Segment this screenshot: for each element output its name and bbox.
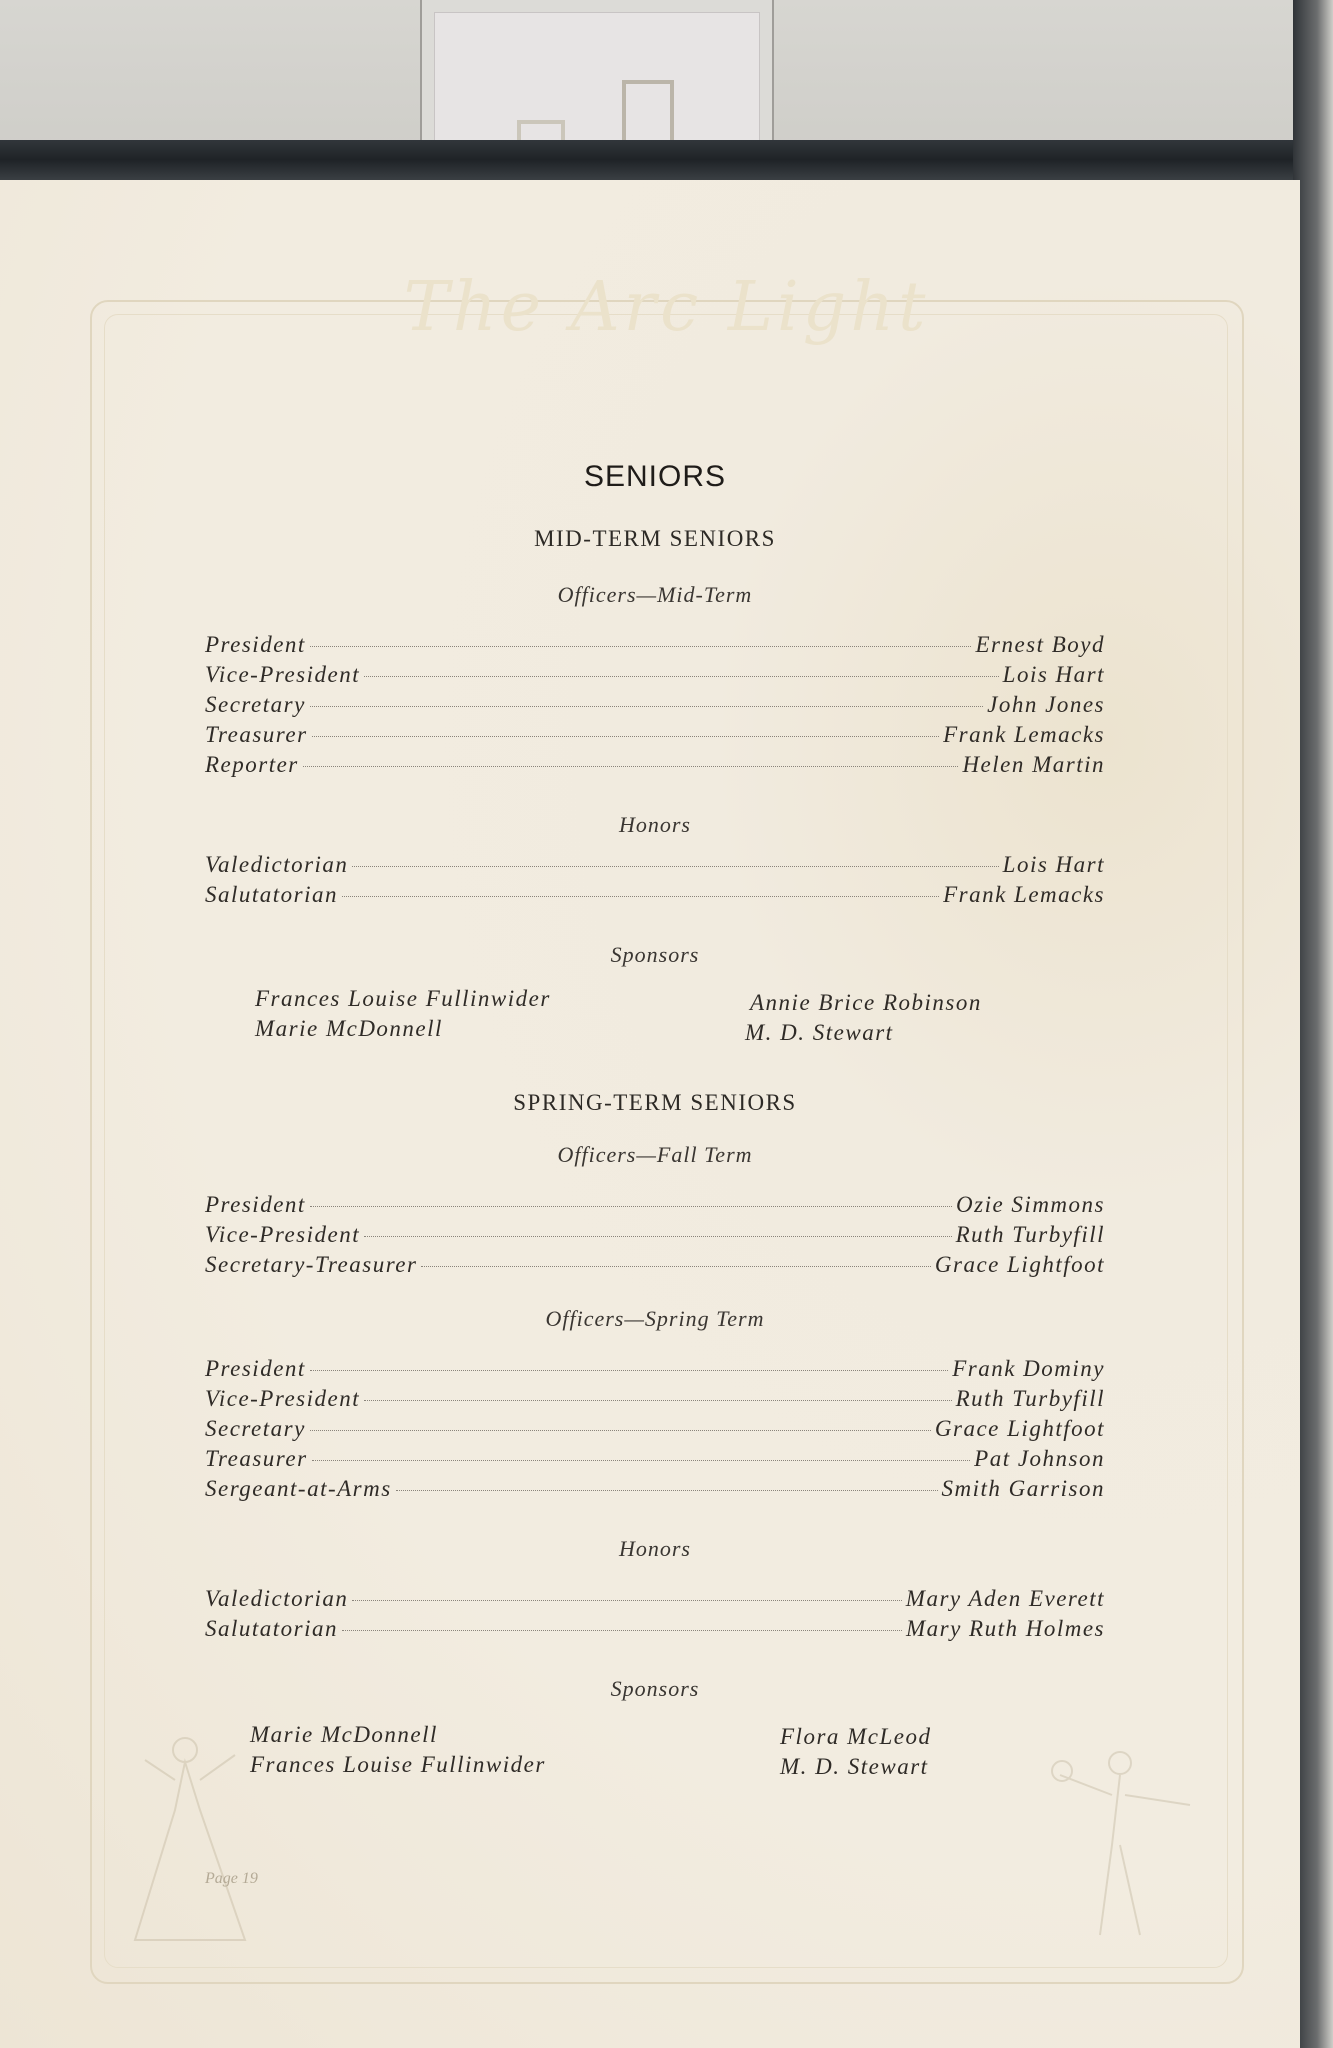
spring-term-heading: SPRING-TERM SENIORS: [513, 1090, 797, 1115]
sponsor-name: Flora McLeod: [780, 1724, 932, 1749]
officer-role: Vice-President: [205, 662, 361, 687]
book-cover-tab: [420, 0, 774, 150]
officer-role: Secretary: [205, 692, 306, 717]
officer-name: Lois Hart: [1002, 662, 1105, 687]
masthead-watermark: The Arc Light: [403, 268, 930, 347]
honor-name: Mary Ruth Holmes: [905, 1616, 1105, 1641]
officer-name: Smith Garrison: [941, 1476, 1105, 1501]
officer-row: [205, 662, 1105, 692]
officer-name: Helen Martin: [962, 752, 1105, 777]
officer-name: Ruth Turbyfill: [955, 1386, 1105, 1411]
film-reel-emblem: [622, 80, 674, 148]
leader-dots: [310, 1205, 952, 1207]
officer-name: Pat Johnson: [974, 1446, 1105, 1471]
honor-role: Valedictorian: [205, 1586, 349, 1611]
officer-name: Grace Lightfoot: [934, 1416, 1105, 1441]
mid-term-heading: MID-TERM SENIORS: [534, 526, 776, 551]
sponsor-name: Marie McDonnell: [250, 1722, 438, 1747]
sponsor-name: M. D. Stewart: [745, 1020, 894, 1045]
leader-dots: [396, 1489, 938, 1491]
leader-dots: [310, 1429, 931, 1431]
leader-dots: [310, 705, 983, 707]
honor-name: Frank Lemacks: [943, 882, 1105, 907]
honor-row: [205, 852, 1105, 882]
spring-sponsors-heading: Sponsors: [610, 1676, 700, 1701]
officer-name: Ruth Turbyfill: [955, 1222, 1105, 1247]
officer-role: Treasurer: [205, 722, 308, 747]
spring-officers-heading: Officers—Spring Term: [545, 1306, 765, 1331]
officer-row: [205, 1192, 1105, 1222]
sponsor-name: Marie McDonnell: [255, 1016, 443, 1041]
mid-term-sponsors-heading: Sponsors: [610, 942, 700, 967]
sponsor-name: Frances Louise Fullinwider: [255, 986, 551, 1011]
honor-name: Lois Hart: [1002, 852, 1105, 877]
officer-row: [205, 1416, 1105, 1446]
honor-role: Valedictorian: [205, 852, 349, 877]
officer-row: [205, 1476, 1105, 1506]
leader-dots: [364, 1235, 951, 1237]
officer-name: John Jones: [987, 692, 1105, 717]
mid-term-officers-heading: Officers—Mid-Term: [557, 582, 753, 607]
officer-name: Frank Lemacks: [943, 722, 1105, 747]
leader-dots: [352, 865, 998, 867]
leader-dots: [312, 735, 940, 737]
spring-honors-heading: Honors: [618, 1536, 691, 1561]
leader-dots: [421, 1265, 930, 1267]
page-number: Page 19: [205, 1870, 258, 1887]
sponsor-name: M. D. Stewart: [780, 1754, 929, 1779]
officer-role: Sergeant-at-Arms: [205, 1476, 392, 1501]
officer-role: Vice-President: [205, 1222, 361, 1247]
officer-name: Ozie Simmons: [956, 1192, 1105, 1217]
page-title: SENIORS: [583, 460, 727, 493]
honor-role: Salutatorian: [205, 882, 339, 907]
gentleman-figure-decoration: [1040, 1735, 1220, 1965]
leader-dots: [310, 645, 972, 647]
officer-name: Frank Dominy: [952, 1356, 1105, 1381]
officer-role: Reporter: [205, 752, 299, 777]
sponsor-name: Frances Louise Fullinwider: [250, 1752, 546, 1777]
mid-term-honors-heading: Honors: [618, 812, 691, 837]
leader-dots: [310, 1369, 948, 1371]
leader-dots: [352, 1599, 901, 1601]
officer-role: Vice-President: [205, 1386, 361, 1411]
leader-dots: [364, 675, 999, 677]
officer-row: [205, 1252, 1105, 1282]
honor-role: Salutatorian: [205, 1616, 339, 1641]
leader-dots: [312, 1459, 971, 1461]
leader-dots: [342, 895, 939, 897]
officer-name: Ernest Boyd: [975, 632, 1105, 657]
officer-row: [205, 1446, 1105, 1476]
honor-name: Mary Aden Everett: [905, 1586, 1105, 1611]
officer-role: President: [205, 1192, 306, 1217]
officer-role: Treasurer: [205, 1446, 308, 1471]
officer-role: Secretary: [205, 1416, 306, 1441]
honor-row: [205, 1616, 1105, 1646]
honor-row: [205, 1586, 1105, 1616]
officer-row: [205, 692, 1105, 722]
officer-role: President: [205, 632, 306, 657]
officer-name: Grace Lightfoot: [934, 1252, 1105, 1277]
officer-role: Secretary-Treasurer: [205, 1252, 418, 1277]
officer-row: [205, 1386, 1105, 1416]
officer-role: President: [205, 1356, 306, 1381]
cover-tab-inner: [434, 12, 760, 150]
honor-row: [205, 882, 1105, 912]
officer-row: [205, 722, 1105, 752]
officer-row: [205, 632, 1105, 662]
sponsor-name: Annie Brice Robinson: [750, 990, 982, 1015]
officer-row: [205, 1222, 1105, 1252]
leader-dots: [342, 1629, 902, 1631]
book-binding-edge: [0, 140, 1320, 180]
leader-dots: [364, 1399, 951, 1401]
fall-officers-heading: Officers—Fall Term: [557, 1142, 753, 1167]
officer-row: [205, 752, 1105, 782]
leader-dots: [303, 765, 959, 767]
officer-row: [205, 1356, 1105, 1386]
